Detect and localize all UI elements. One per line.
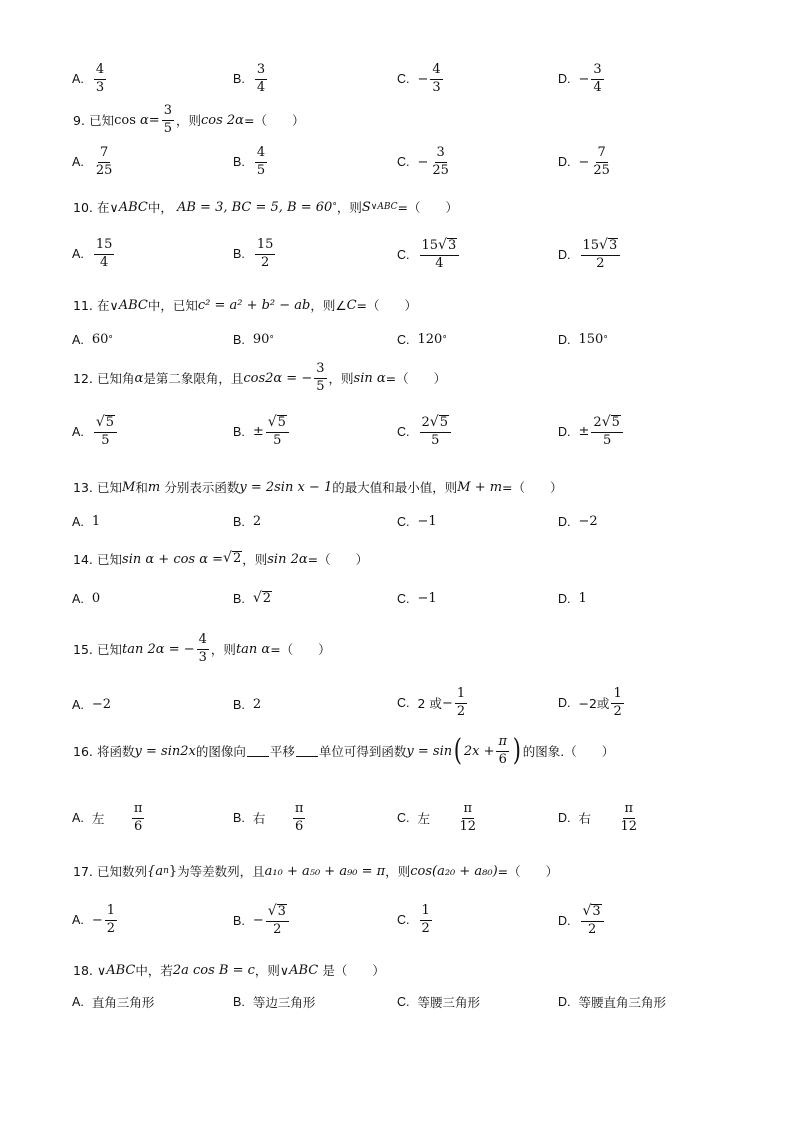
q9-option-b[interactable]: B. $\frac{4}{5}$ (233, 145, 266, 178)
fraction: 2 √ 5 5 (591, 415, 622, 449)
q13-option-c[interactable]: C. −1 (397, 514, 437, 529)
question-11-stem: 11. 在∨ ABC 中，已知 c² = a² + b² − ab ，则∠ C =（ ） (73, 297, 418, 313)
fraction: √ 5 5 (94, 415, 117, 449)
q16-option-a[interactable]: A. 左 $\frac{\pi}{6}$ (72, 801, 143, 834)
q10-option-a[interactable]: A. $\frac{15}{4}$ (72, 237, 113, 270)
q11-option-a[interactable]: A. 60 ° (72, 332, 113, 347)
fraction: 15 √ 3 2 (581, 238, 621, 272)
question-10-stem: 10. 在∨ ABC 中， AB = 3, BC = 5, B = 60 ° ，则 S ∨ABC =（ ） (73, 199, 458, 215)
fraction: $\frac{3}{4}$ (593, 62, 602, 95)
q12-option-c[interactable]: C. 2 √ 5 5 (397, 415, 453, 449)
fraction: $\frac{1}{2}$ (106, 903, 115, 936)
fraction: $\frac{3}{25}$ (432, 145, 449, 178)
q8-option-c[interactable]: C. − $\frac{4}{3}$ (397, 62, 441, 95)
q11-option-d[interactable]: D. 150 ° (558, 332, 608, 347)
fraction: $\frac{\pi}{6}$ (294, 801, 304, 834)
sqrt-symbol: √ 2 (252, 590, 272, 606)
q16-option-d[interactable]: D. 右 $\frac{\pi}{12}$ (558, 801, 638, 834)
q15-option-a[interactable]: A. −2 (72, 697, 111, 712)
q8-option-b[interactable]: B. $\frac{3}{4}$ (233, 62, 266, 95)
q11-option-b[interactable]: B. 90 ° (233, 332, 274, 347)
fraction: $\frac{\pi}{6}$ (498, 734, 508, 767)
sqrt-symbol: √ 5 (429, 414, 448, 430)
fraction: $\frac{4}{3}$ (432, 62, 441, 95)
sqrt-symbol: √ 5 (267, 414, 286, 430)
question-9-stem: 9. 已知 cos α = $\frac{3}{5}$ ，则 cos 2α =（ ） (73, 103, 305, 136)
question-16-stem: 16. 将函数 y = sin2x 的图像向 平移 单位可得到函数 y = sin ( 2x + $\frac{\pi}{6}$ ) 的图象.（ ） (73, 733, 615, 769)
sqrt-symbol: √ 5 (601, 414, 620, 430)
sqrt-symbol: √ 3 (267, 903, 286, 919)
q9-option-a[interactable]: A. $\frac{7}{25}$ (72, 145, 113, 178)
q9-option-c[interactable]: C. − $\frac{3}{25}$ (397, 145, 449, 178)
q12-option-b[interactable]: B. ± √ 5 5 (233, 415, 291, 449)
fraction: $\frac{\pi}{6}$ (133, 801, 143, 834)
fraction: $\frac{4}{3}$ (95, 62, 105, 95)
question-12-stem: 12. 已知角 α 是第二象限角，且 cos2α = − $\frac{3}{5}$ ，则 sin α =（ ） (73, 361, 447, 394)
q13-option-d[interactable]: D. −2 (558, 514, 598, 529)
q18-option-a[interactable]: A. 直角三角形 (72, 995, 155, 1010)
q15-option-d[interactable]: D. −2或 $\frac{1}{2}$ (558, 686, 622, 719)
left-paren: ( (453, 733, 463, 769)
q10-option-b[interactable]: B. $\frac{15}{2}$ (233, 237, 274, 270)
fraction: √ 3 2 (581, 904, 604, 938)
fraction: 2 √ 5 5 (420, 415, 451, 449)
q15-option-b[interactable]: B. 2 (233, 697, 262, 712)
q8-option-a[interactable]: A. $\frac{4}{3}$ (72, 62, 105, 95)
answer-blank[interactable] (296, 745, 318, 757)
fraction: $\frac{7}{25}$ (95, 145, 113, 178)
fraction: $\frac{3}{4}$ (256, 62, 266, 95)
q15-option-c[interactable]: C. 2 或 − $\frac{1}{2}$ (397, 686, 466, 719)
sqrt-symbol: √ 3 (599, 237, 618, 253)
answer-blank[interactable] (247, 745, 269, 757)
question-18-stem: 18. ∨ ABC 中，若 2a cos B = c ，则∨ ABC 是（ ） (73, 962, 385, 978)
fraction: $\frac{\pi}{12}$ (459, 801, 477, 834)
fraction: $\frac{15}{4}$ (95, 237, 113, 270)
fraction: $\frac{4}{5}$ (256, 145, 266, 178)
q14-option-c[interactable]: C. −1 (397, 591, 437, 606)
sqrt-symbol: √ 3 (582, 903, 601, 919)
q18-option-c[interactable]: C. 等腰三角形 (397, 995, 481, 1010)
q11-option-c[interactable]: C. 120 ° (397, 332, 447, 347)
q17-option-c[interactable]: C. $\frac{1}{2}$ (397, 903, 430, 936)
q10-option-c[interactable]: C. 15 √ 3 4 (397, 238, 461, 272)
fraction: $\frac{3}{5}$ (163, 103, 172, 136)
q18-option-b[interactable]: B. 等边三角形 (233, 995, 316, 1010)
q16-option-b[interactable]: B. 右 $\frac{\pi}{6}$ (233, 801, 304, 834)
q13-option-a[interactable]: A. 1 (72, 514, 101, 529)
q17-option-a[interactable]: A. − $\frac{1}{2}$ (72, 903, 115, 936)
fraction: √ 5 5 (266, 415, 289, 449)
q17-option-d[interactable]: D. √ 3 2 (558, 904, 606, 938)
q17-option-b[interactable]: B. − √ 3 2 (233, 904, 291, 938)
question-13-stem: 13. 已知 M 和 m 分别表示函数 y = 2sin x − 1 的最大值和最小值，则 M + m =（ ） (73, 479, 563, 495)
fraction: $\frac{1}{2}$ (421, 903, 430, 936)
q14-option-d[interactable]: D. 1 (558, 591, 587, 606)
fraction: $\frac{3}{5}$ (316, 361, 325, 394)
fraction: $\frac{4}{3}$ (198, 632, 207, 665)
fraction: $\frac{1}{2}$ (613, 686, 622, 719)
q12-option-a[interactable]: A. √ 5 5 (72, 415, 119, 449)
q10-option-d[interactable]: D. 15 √ 3 2 (558, 238, 622, 272)
fraction: 15 √ 3 4 (420, 238, 460, 272)
q14-option-b[interactable]: B. √ 2 (233, 590, 272, 606)
fraction: $\frac{1}{2}$ (456, 686, 466, 719)
fraction: √ 3 2 (266, 904, 289, 938)
q13-option-b[interactable]: B. 2 (233, 514, 262, 529)
question-17-stem: 17. 已知数列 {a n } 为等差数列，且 a₁₀ + a₅₀ + a₉₀ = π ，则 cos(a₂₀ + a₈₀) =（ ） (73, 863, 559, 879)
fraction: $\frac{15}{2}$ (256, 237, 274, 270)
sqrt-symbol: √ 5 (95, 414, 115, 430)
sqrt-symbol: √ 3 (438, 237, 457, 253)
fraction: $\frac{\pi}{12}$ (620, 801, 638, 834)
right-paren: ) (512, 733, 521, 769)
q14-option-a[interactable]: A. 0 (72, 591, 101, 606)
question-14-stem: 14. 已知 sin α + cos α = √ 2 ，则 sin 2α =（ ） (73, 550, 369, 567)
q18-option-d[interactable]: D. 等腰直角三角形 (558, 995, 667, 1010)
q9-option-d[interactable]: D. − $\frac{7}{25}$ (558, 145, 610, 178)
q12-option-d[interactable]: D. ± 2 √ 5 5 (558, 415, 625, 449)
sqrt-symbol: √ 2 (223, 550, 242, 567)
question-15-stem: 15. 已知 tan 2α = − $\frac{4}{3}$ ，则 tan α =（ ） (73, 632, 331, 665)
fraction: $\frac{7}{25}$ (593, 145, 610, 178)
q8-option-d[interactable]: D. − $\frac{3}{4}$ (558, 62, 602, 95)
q16-option-c[interactable]: C. 左 $\frac{\pi}{12}$ (397, 801, 477, 834)
